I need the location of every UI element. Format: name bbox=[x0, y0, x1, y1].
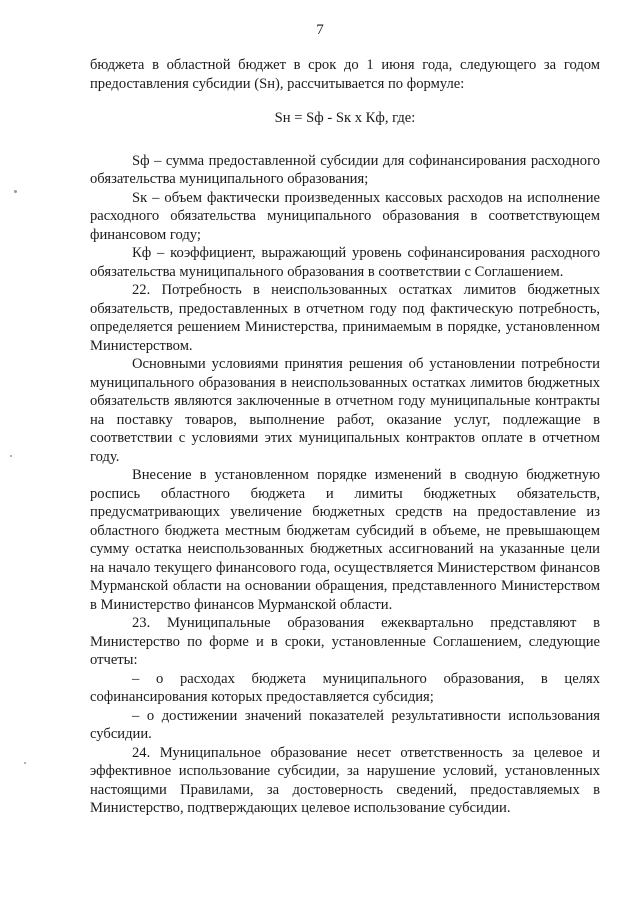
clause-24: 24. Муниципальное образование несет ответственность за целевое и эффективное использование субсидии, за нарушение условий, установленных настоящими Правилами, за достоверность сведений, предоставляемых в Министерство, подтверждающих целевое использование субсидии. bbox=[90, 744, 600, 816]
report-item-indicators: – о достижении значений показателей результативности использования субсидии. bbox=[90, 707, 600, 742]
page-number: 7 bbox=[316, 22, 324, 38]
document-body bbox=[90, 56, 600, 818]
clause-23: 23. Муниципальные образования ежеквартально представляют в Министерство по форме и в сроки, установленные Соглашением, следующие отчеты: bbox=[90, 615, 600, 668]
definition-kf: Кф – коэффициент, выражающий уровень софинансирования расходного обязательства муниципального образования в соответствии с Соглашением. bbox=[90, 245, 600, 280]
scan-speck bbox=[10, 455, 12, 457]
clause-22: 22. Потребность в неиспользованных остатках лимитов бюджетных обязательств, предоставленных в отчетном году под фактическую потребность, определяется решением Министерства, принимаемым в порядке, установленном Министерством. bbox=[90, 282, 600, 354]
definition-sf: Sф – сумма предоставленной субсидии для софинансирования расходного обязательства муниципального образования; bbox=[90, 152, 600, 187]
scan-speck bbox=[14, 190, 17, 193]
report-item-expenses: – о расходах бюджета муниципального образования, в целях софинансирования которых предоставляется субсидия; bbox=[90, 670, 600, 705]
paragraph-budget-changes: Внесение в установленном порядке изменений в сводную бюджетную роспись областного бюджета и лимиты бюджетных обязательств, предусматривающих увеличение бюджетных средств на предоставление из областного бюджета местным бюджетам субсидий в объеме, не превышающем сумму остатка неиспользованных бюджетных ассигнований на указанные цели на начало текущего финансового года, осуществляется Министерством финансов Мурманской области на основании обращения, представленного Министерством в Министерство финансов Мурманской области. bbox=[90, 467, 600, 613]
paragraph-conditions: Основными условиями принятия решения об установлении потребности муниципального образования в неиспользованных остатках лимитов бюджетных обязательств являются заключенные в отчетном году муниципальные контракты на поставку товаров, выполнение работ, оказание услуг, подлежащие в соответствии с условиями этих муниципальных контрактов оплате в отчетном году. bbox=[90, 356, 600, 465]
scan-speck bbox=[24, 762, 26, 764]
paragraph-continuation: бюджета в областной бюджет в срок до 1 июня года, следующего за годом предоставления субсидии (Sн), рассчитывается по формуле: bbox=[90, 57, 600, 92]
formula: Sн = Sф - Sк x Кф, где: bbox=[274, 110, 416, 126]
definition-sk: Sк – объем фактически произведенных кассовых расходов на исполнение расходного обязательства муниципального образования в соответствующем финансовом году; bbox=[90, 189, 600, 243]
